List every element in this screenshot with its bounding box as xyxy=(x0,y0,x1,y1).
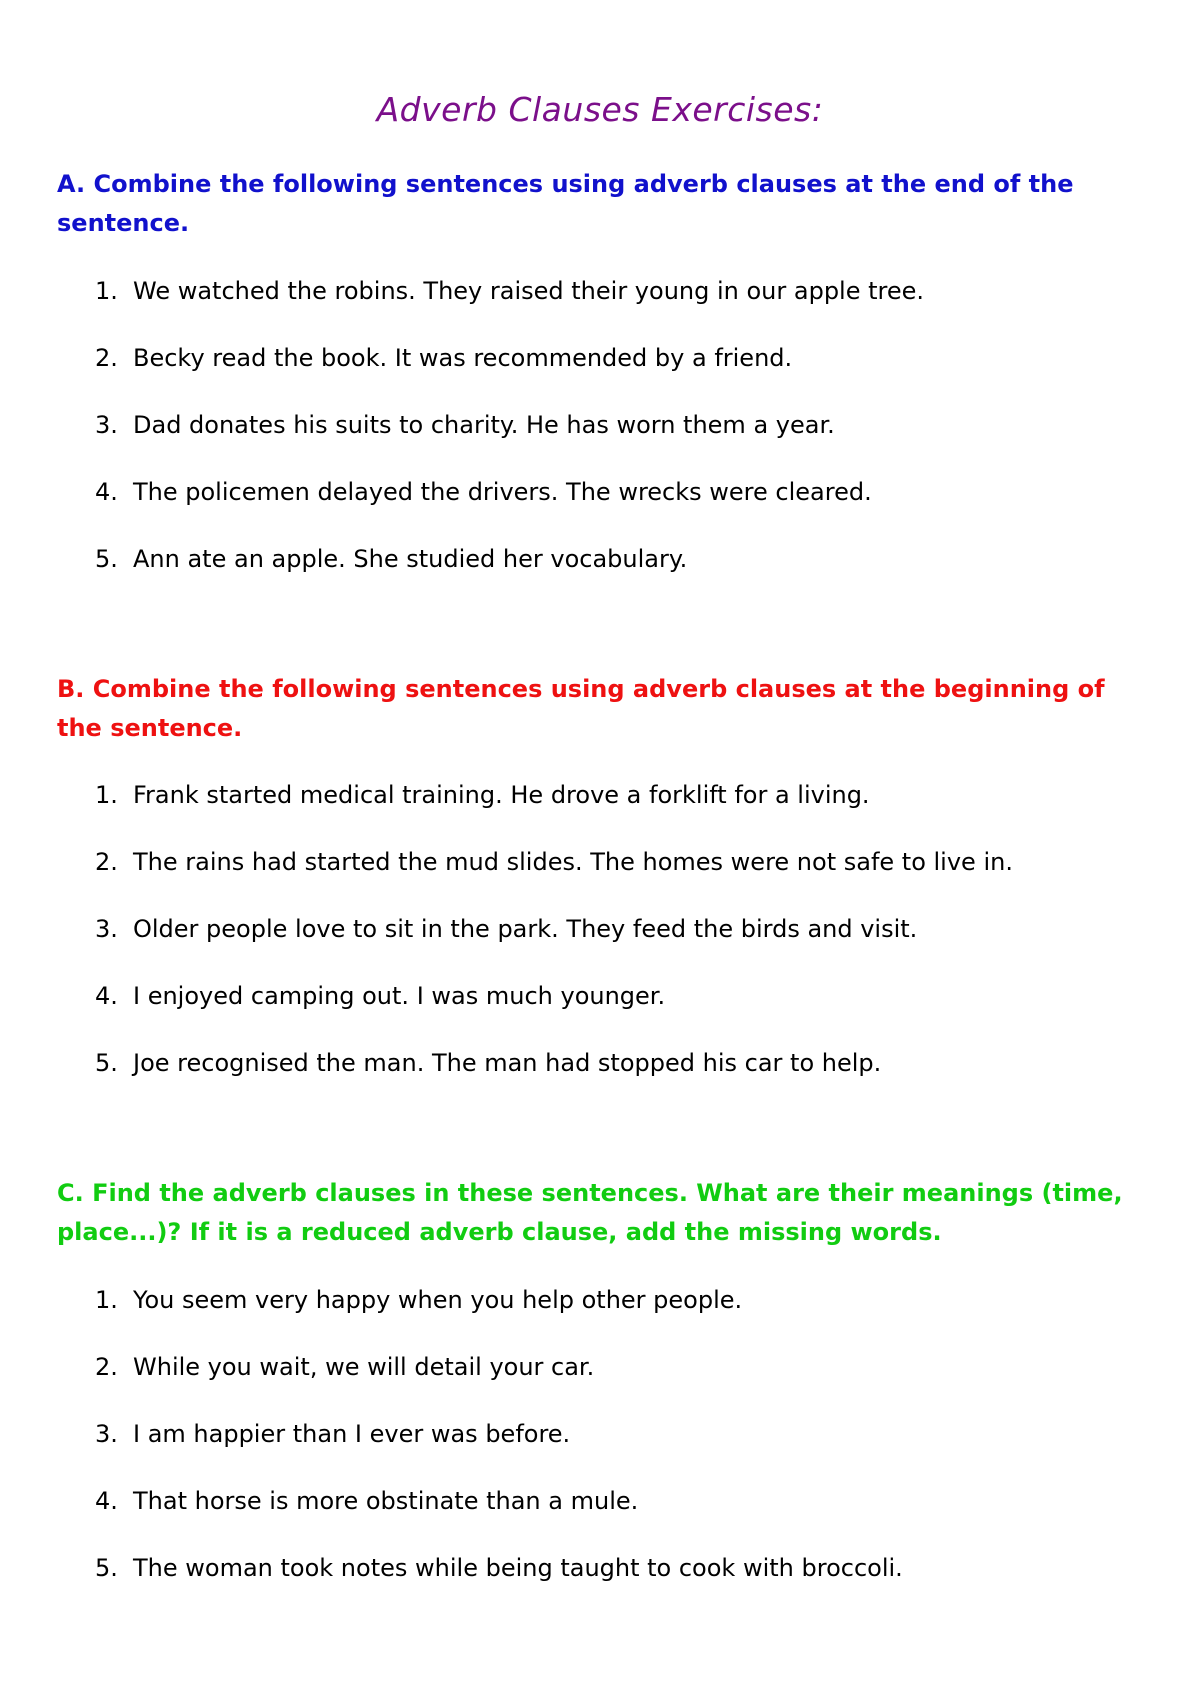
item-text: Dad donates his suits to charity. He has worn them a year. xyxy=(133,411,835,439)
item-number: 3. xyxy=(95,411,118,439)
list-item xyxy=(95,477,1145,544)
item-text: Becky read the book. It was recommended by a friend. xyxy=(133,344,793,372)
item-text: You seem very happy when you help other people. xyxy=(133,1286,743,1314)
item-number: 4. xyxy=(95,1487,118,1515)
section-b-heading: B. Combine the following sentences using adverb clauses at the beginning of the sentence. xyxy=(57,675,1105,742)
item-text: The policemen delayed the drivers. The wrecks were cleared. xyxy=(133,478,872,506)
list-item xyxy=(95,276,1145,343)
item-number: 2. xyxy=(95,848,118,876)
list-item xyxy=(95,1352,1145,1419)
section-a-heading: A. Combine the following sentences using adverb clauses at the end of the sentence. xyxy=(57,170,1074,237)
item-text: The rains had started the mud slides. The homes were not safe to live in. xyxy=(133,848,1013,876)
item-text: That horse is more obstinate than a mule. xyxy=(133,1487,639,1515)
list-item xyxy=(95,544,1145,611)
list-item xyxy=(95,780,1145,847)
list-item xyxy=(95,981,1145,1048)
list-item xyxy=(95,1419,1145,1486)
item-text: I enjoyed camping out. I was much younger. xyxy=(133,982,666,1010)
item-text: While you wait, we will detail your car. xyxy=(133,1353,595,1381)
section-c-heading: C. Find the adverb clauses in these sentences. What are their meanings (time, place...)? If it is a reduced adverb clause, add the missing words. xyxy=(57,1179,1123,1246)
section-c-list xyxy=(95,1285,1145,1620)
item-number: 5. xyxy=(95,545,118,573)
item-number: 5. xyxy=(95,1049,118,1077)
item-text: Frank started medical training. He drove a forklift for a living. xyxy=(133,781,870,809)
item-number: 1. xyxy=(95,781,118,809)
list-item xyxy=(95,1048,1145,1115)
item-text: Ann ate an apple. She studied her vocabulary. xyxy=(133,545,688,573)
list-item xyxy=(95,410,1145,477)
item-number: 1. xyxy=(95,277,118,305)
item-number: 3. xyxy=(95,1420,118,1448)
page-title: Adverb Clauses Exercises: xyxy=(376,90,824,129)
item-number: 2. xyxy=(95,1353,118,1381)
list-item xyxy=(95,343,1145,410)
item-text: Joe recognised the man. The man had stopped his car to help. xyxy=(133,1049,882,1077)
item-number: 5. xyxy=(95,1554,118,1582)
item-text: The woman took notes while being taught to cook with broccoli. xyxy=(133,1554,903,1582)
list-item xyxy=(95,1285,1145,1352)
item-number: 4. xyxy=(95,478,118,506)
section-b-list xyxy=(95,780,1145,1115)
list-item xyxy=(95,847,1145,914)
list-item xyxy=(95,1553,1145,1620)
item-number: 2. xyxy=(95,344,118,372)
item-number: 4. xyxy=(95,982,118,1010)
item-text: I am happier than I ever was before. xyxy=(133,1420,571,1448)
section-a-list xyxy=(95,276,1145,611)
list-item xyxy=(95,914,1145,981)
item-text: We watched the robins. They raised their young in our apple tree. xyxy=(133,277,925,305)
item-number: 3. xyxy=(95,915,118,943)
list-item xyxy=(95,1486,1145,1553)
item-text: Older people love to sit in the park. They feed the birds and visit. xyxy=(133,915,918,943)
item-number: 1. xyxy=(95,1286,118,1314)
